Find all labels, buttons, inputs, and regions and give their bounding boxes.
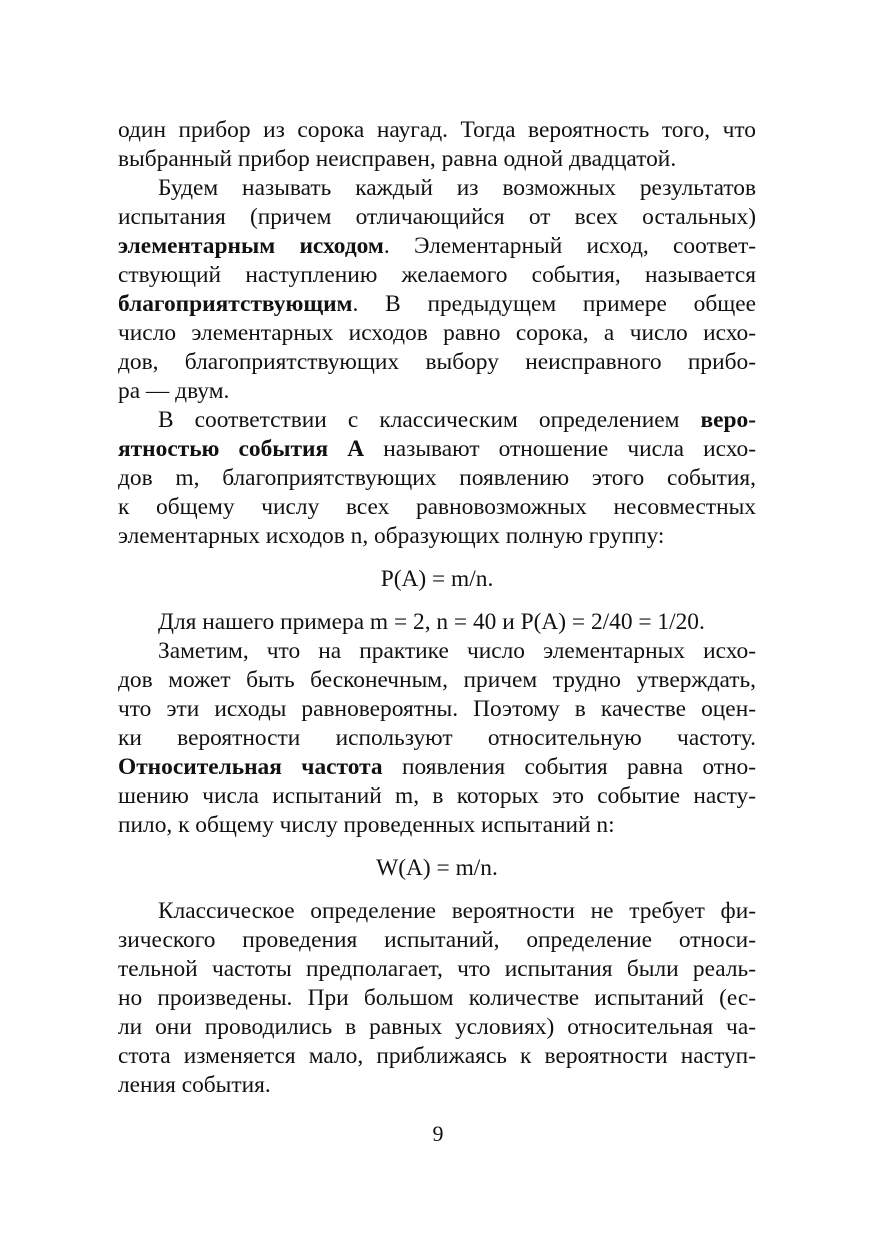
text-line: ли они проводились в равных условиях) относительная ча- <box>118 1014 756 1040</box>
text-line: к общему числу всех равновозможных несовместных <box>118 494 756 520</box>
text-line: элементарных исходов n, образующих полную группу: <box>118 523 665 549</box>
text-line: дов может быть бесконечным, причем трудно утверждать, <box>118 667 756 693</box>
text-fragment: называют отношение числа исхо- <box>364 436 756 462</box>
text-line: один прибор из сорока наугад. Тогда вероятность того, что <box>118 117 756 143</box>
example-line: Для нашего примера m = 2, n = 40 и P(A) = 2/40 = 1/20. <box>158 609 705 635</box>
page-body <box>118 116 756 1100</box>
text-line <box>118 290 756 319</box>
text-line: дов, благоприятствующих выбору неисправного прибо- <box>118 349 756 375</box>
paragraph-relative-frequency <box>118 637 756 840</box>
text-line: испытания (причем отличающийся от всех остальных) <box>118 204 756 230</box>
text-line: тельной частоты предполагает, что испытания были реаль- <box>118 956 756 982</box>
term-elementary-outcome: элементарным исходом <box>118 233 384 259</box>
text-fragment: появления события равна отно- <box>382 754 757 780</box>
paragraph-probability-definition <box>118 406 756 551</box>
text-fragment: . В предыдущем примере общее <box>352 291 756 317</box>
text-line: Заметим, что на практике число элементарных исхо- <box>158 638 756 664</box>
text-line: зического проведения испытаний, определение относи- <box>118 927 756 953</box>
paragraph-continuation <box>118 116 756 174</box>
term-probability-part1: веро- <box>700 407 756 433</box>
text-line <box>118 406 756 435</box>
text-line: дов m, благоприятствующих появлению этого события, <box>118 465 756 491</box>
text-line: число элементарных исходов равно сорока, а число исхо- <box>118 320 756 346</box>
text-line: Будем называть каждый из возможных результатов <box>158 175 756 201</box>
text-line: но произведены. При большом количестве испытаний (ес- <box>118 985 756 1011</box>
text-line <box>118 435 756 464</box>
text-line: ки вероятности используют относительную частоту. <box>118 725 756 751</box>
term-relative-frequency: Относительная частота <box>118 754 383 780</box>
text-line: шению числа испытаний m, в которых это событие насту- <box>118 783 756 809</box>
paragraph-elementary-outcome <box>118 174 756 406</box>
text-line: Классическое определение вероятности не требует фи- <box>158 898 756 924</box>
paragraph-comparison <box>118 897 756 1100</box>
text-fragment: . Элементарный исход, соответ- <box>383 233 756 259</box>
text-line <box>118 753 756 782</box>
formula-frequency: W(A) = m/n. <box>376 855 498 881</box>
term-probability-part2: ятностью события А <box>118 436 365 462</box>
text-fragment: В соответствии с классическим определением <box>158 407 701 433</box>
text-line: что эти исходы равновероятны. Поэтому в качестве оцен- <box>118 696 756 722</box>
page-number: 9 <box>432 1121 444 1146</box>
text-line: ра — двум. <box>118 378 230 404</box>
text-line: ствующий наступлению желаемого события, называется <box>118 262 756 288</box>
formula-probability: P(A) = m/n. <box>380 566 494 592</box>
text-line: стота изменяется мало, приближаясь к вероятности наступ- <box>118 1043 756 1069</box>
text-line: выбранный прибор неисправен, равна одной двадцатой. <box>118 146 677 172</box>
text-line: ления события. <box>118 1072 271 1098</box>
text-line <box>118 232 756 261</box>
term-favorable: благоприятствующим <box>118 291 353 317</box>
text-line: пило, к общему числу проведенных испытаний n: <box>118 812 615 838</box>
